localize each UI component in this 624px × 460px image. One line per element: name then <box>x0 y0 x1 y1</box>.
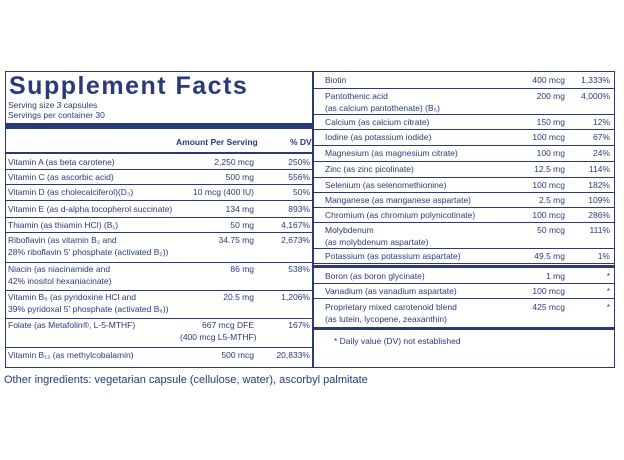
nutrient-dv: 167% <box>288 320 310 330</box>
nutrient-dv: 111% <box>589 225 610 235</box>
row-divider <box>314 283 615 284</box>
row-divider <box>314 114 615 115</box>
nutrient-amount: 667 mcg DFE <box>202 320 254 330</box>
row-divider <box>314 222 615 223</box>
nutrient-name: Zinc (as zinc picolinate) <box>325 164 414 174</box>
header-rule <box>5 152 312 154</box>
panel-title: Supplement Facts <box>9 72 249 100</box>
dv-header: % DV <box>290 137 312 147</box>
nutrient-name: Vitamin E (as d-alpha tocopherol succinate) <box>8 204 173 214</box>
nutrient-amount: 2,250 mcg <box>214 157 254 167</box>
nutrient-amount: 34.75 mg <box>218 235 254 245</box>
nutrient-amount: 150 mg <box>536 117 565 127</box>
nutrient-name: 28% riboflavin 5' phosphate (activated B₂)) <box>8 247 169 257</box>
nutrient-dv: 182% <box>588 180 610 190</box>
nutrient-dv: 4,000% <box>581 91 610 101</box>
nutrient-name: Riboflavin (as vitamin B₂ and <box>8 235 117 245</box>
nutrient-dv: * <box>606 302 610 312</box>
nutrient-dv: 538% <box>288 264 310 274</box>
nutrient-dv: 1,206% <box>281 292 310 302</box>
serving-size: Serving size 3 capsules <box>8 100 98 110</box>
nutrient-dv: * <box>606 286 610 296</box>
nutrient-amount: 86 mg <box>230 264 254 274</box>
nutrient-dv: 1% <box>597 251 610 261</box>
nutrient-dv: 20,833% <box>276 350 310 360</box>
nutrient-dv: 50% <box>292 187 310 197</box>
nutrient-name: Vanadium (as vanadium aspartate) <box>325 286 457 296</box>
nutrient-name: Boron (as boron glycinate) <box>325 271 425 281</box>
nutrient-amount: 100 mg <box>536 148 565 158</box>
nutrient-dv: 250% <box>288 157 310 167</box>
nutrient-amount: 50 mg <box>230 220 254 230</box>
amount-header: Amount Per Serving <box>176 137 258 147</box>
nutrient-dv: 1,333% <box>581 75 610 85</box>
row-divider <box>5 347 312 348</box>
thick-rule <box>5 123 312 129</box>
row-divider <box>314 192 615 193</box>
nutrient-name: Proprietary mixed carotenoid blend <box>325 302 457 312</box>
nutrient-name: Iodine (as potassium iodide) <box>325 132 432 142</box>
nutrient-amount: 20.5 mg <box>223 292 254 302</box>
nutrient-amount: 10 mcg (400 IU) <box>193 187 254 197</box>
nutrient-name: Manganese (as manganese aspartate) <box>325 195 472 205</box>
row-divider <box>5 184 312 185</box>
nutrient-dv: * <box>606 271 610 281</box>
nutrient-amount: 100 mcg <box>532 210 565 220</box>
nutrient-amount: 200 mg <box>536 91 565 101</box>
row-divider <box>5 169 312 170</box>
row-divider <box>314 88 615 89</box>
nutrient-dv: 109% <box>588 195 610 205</box>
nutrient-name: Niacin (as niacinamide and <box>8 264 111 274</box>
nutrient-dv: 67% <box>592 132 610 142</box>
nutrient-amount: 500 mg <box>225 172 254 182</box>
row-divider <box>5 262 312 263</box>
thick-rule <box>314 265 615 268</box>
row-divider <box>314 161 615 162</box>
nutrient-amount: 100 mcg <box>532 180 565 190</box>
nutrient-dv: 286% <box>588 210 610 220</box>
nutrient-amount: 400 mcg <box>532 75 565 85</box>
nutrient-dv: 12% <box>592 117 610 127</box>
nutrient-amount: 134 mg <box>225 204 254 214</box>
row-divider <box>314 177 615 178</box>
nutrient-name: Potassium (as potassium aspartate) <box>325 251 461 261</box>
row-divider <box>314 145 615 146</box>
nutrient-amount: 49.5 mg <box>534 251 565 261</box>
nutrient-amount: 12.5 mg <box>534 164 565 174</box>
nutrient-dv: 556% <box>288 172 310 182</box>
nutrient-dv: 4,167% <box>281 220 310 230</box>
nutrient-name: Vitamin A (as beta carotene) <box>8 157 115 167</box>
nutrient-amount: (400 mcg L5-MTHF) <box>180 332 257 342</box>
other-ingredients: Other ingredients: vegetarian capsule (cellulose, water), ascorbyl palmitate <box>4 374 368 386</box>
row-divider <box>314 207 615 208</box>
nutrient-name: Vitamin B₆ (as pyridoxine HCl and <box>8 292 136 302</box>
row-divider <box>5 290 312 291</box>
nutrient-name: Selenium (as selenomethionine) <box>325 180 447 190</box>
nutrient-dv: 24% <box>592 148 610 158</box>
nutrient-amount: 100 mcg <box>532 132 565 142</box>
column-divider <box>312 71 314 368</box>
nutrient-name: Vitamin C (as ascorbic acid) <box>8 172 114 182</box>
nutrient-amount: 50 mcg <box>537 225 565 235</box>
nutrient-amount: 1 mg <box>546 271 565 281</box>
row-divider <box>314 263 615 264</box>
nutrient-name: Biotin <box>325 75 347 85</box>
nutrient-name: Chromium (as chromium polynicotinate) <box>325 210 476 220</box>
nutrient-name: Pantothenic acid <box>325 91 388 101</box>
nutrient-amount: 100 mcg <box>532 286 565 296</box>
nutrient-name: Calcium (as calcium citrate) <box>325 117 430 127</box>
nutrient-amount: 500 mcg <box>221 350 254 360</box>
nutrient-name: Magnesium (as magnesium citrate) <box>325 148 458 158</box>
nutrient-name: 39% pyridoxal 5' phosphate (activated B₆)) <box>8 304 169 314</box>
dv-footnote: * Daily value (DV) not established <box>334 336 461 346</box>
row-divider <box>314 248 615 249</box>
row-divider <box>314 129 615 130</box>
nutrient-amount: 425 mcg <box>532 302 565 312</box>
row-divider <box>314 298 615 299</box>
nutrient-name: Molybdenum <box>325 225 374 235</box>
nutrient-name: Thiamin (as thiamin HCl) (B₁) <box>8 220 119 230</box>
thick-rule <box>314 327 615 330</box>
nutrient-name: 42% inositol hexaniacinate) <box>8 276 112 286</box>
nutrient-name: (as calcium pantothenate) (B₅) <box>325 103 440 113</box>
nutrient-dv: 893% <box>288 204 310 214</box>
row-divider <box>5 200 312 201</box>
nutrient-name: Folate (as Metafolin®, L-5-MTHF) <box>8 320 136 330</box>
row-divider <box>5 232 312 233</box>
row-divider <box>5 217 312 218</box>
nutrient-name: Vitamin D (as cholecalciferol)(D₃) <box>8 187 134 197</box>
nutrient-name: (as molybdenum aspartate) <box>325 237 429 247</box>
row-divider <box>5 318 312 319</box>
servings-per-container: Servings per container 30 <box>8 110 105 120</box>
nutrient-name: Vitamin B₁₂ (as methylcobalamin) <box>8 350 134 360</box>
nutrient-dv: 2,673% <box>281 235 310 245</box>
nutrient-dv: 114% <box>588 164 610 174</box>
nutrient-name: (as lutein, lycopene, zeaxanthin) <box>325 314 447 324</box>
nutrient-amount: 2.5 mg <box>539 195 565 205</box>
